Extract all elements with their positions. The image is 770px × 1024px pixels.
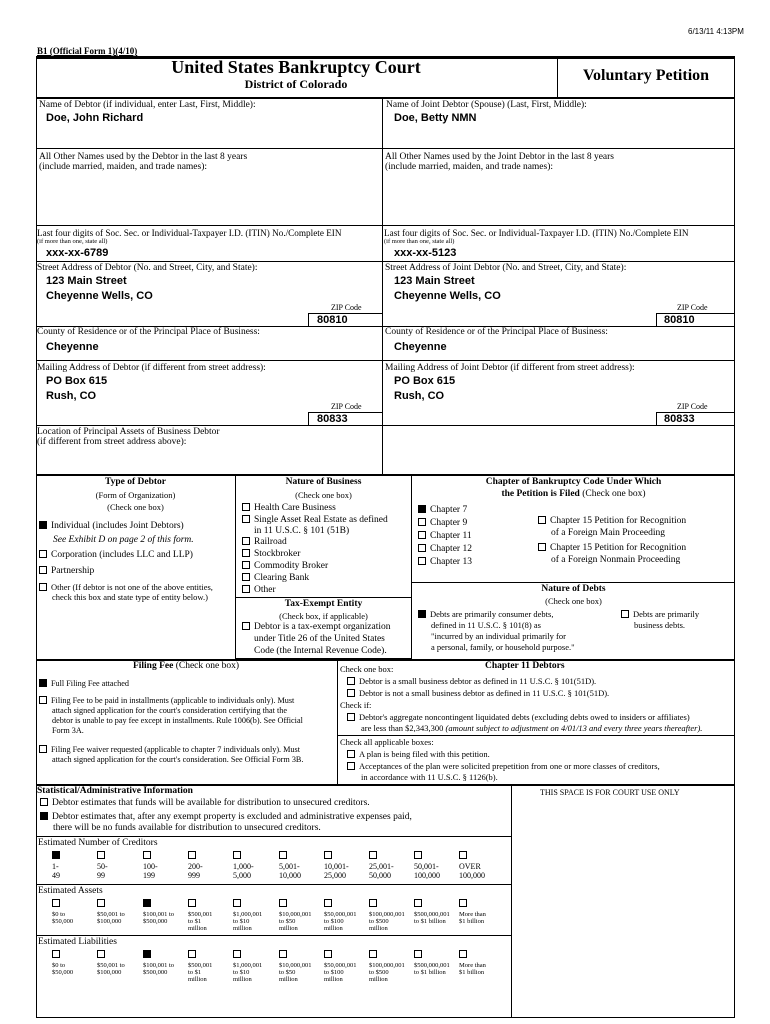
checkbox[interactable]	[39, 745, 47, 753]
liabilities-checkbox-5[interactable]	[279, 950, 287, 958]
form-id: B1 (Official Form 1)(4/10)	[37, 46, 138, 56]
liabilities-range-label: $50,001 to $100,000	[97, 962, 125, 976]
liabilities-range-label: $0 to $50,000	[52, 962, 74, 976]
debtor-ssn-label: Last four digits of Soc. Sec. or Individual-Taxpayer I.D. (ITIN) No./Complete EIN	[37, 228, 342, 238]
creditors-checkbox-2[interactable]	[143, 851, 151, 859]
creditors-range-label: 10,001- 25,000	[324, 862, 349, 880]
ch11-aggregate[interactable]: Debtor's aggregate noncontingent liquidated debts (excluding debts owed to insiders or affiliates)	[347, 712, 690, 723]
creditors-range-label: 1,000- 5,000	[233, 862, 254, 880]
joint-name[interactable]: Doe, Betty NMN	[394, 112, 477, 124]
liabilities-range-label: $1,000,001 to $10 million	[233, 962, 263, 983]
creditors-range-label: 50,001- 100,000	[414, 862, 440, 880]
checkbox-checked[interactable]	[40, 812, 48, 820]
debtor-street-label: Street Address of Debtor (No. and Street, City, and State):	[37, 263, 258, 273]
liabilities-checkbox-6[interactable]	[324, 950, 332, 958]
liabilities-range-label: More than $1 billion	[459, 962, 486, 976]
checkbox[interactable]	[242, 622, 250, 630]
type-of-debtor-sub1: (Form of Organization)	[95, 490, 176, 500]
fee-inst-2: attach signed application for the court's consideration certifying that the	[52, 706, 287, 715]
chapter-15-main[interactable]: Chapter 15 Petition for Recognition	[538, 516, 686, 527]
tax-exempt-title: Tax-Exempt Entity	[284, 599, 363, 609]
assets-checkbox-2[interactable]	[143, 899, 151, 907]
liabilities-checkbox-9[interactable]	[459, 950, 467, 958]
checkbox-checked[interactable]	[418, 505, 426, 513]
checkbox[interactable]	[242, 585, 250, 593]
joint-ssn-label: Last four digits of Soc. Sec. or Individual-Taxpayer I.D. (ITIN) No./Complete EIN	[384, 228, 689, 238]
liabilities-checkbox-3[interactable]	[188, 950, 196, 958]
checkbox[interactable]	[39, 583, 47, 591]
type-other[interactable]: Other (If debtor is not one of the above entities,	[39, 582, 213, 593]
checkbox[interactable]	[621, 610, 629, 618]
petition-type: Voluntary Petition	[582, 67, 710, 84]
assets-checkbox-7[interactable]	[369, 899, 377, 907]
debtor-ssn-note: (if more than one, state all)	[37, 238, 108, 245]
debts-consumer[interactable]: Debts are primarily consumer debts,	[418, 609, 553, 620]
debtor-ssn[interactable]: xxx-xx-6789	[46, 247, 109, 259]
tax-exempt-line3: Code (the Internal Revenue Code).	[254, 646, 387, 656]
type-individual-note: See Exhibit D on page 2 of this form.	[53, 535, 194, 545]
tax-exempt-line2: under Title 26 of the United States	[254, 634, 385, 644]
debtor-zip[interactable]: 80810	[317, 314, 348, 326]
debts-consumer-2: defined in 11 U.S.C. § 101(8) as	[431, 620, 541, 630]
debtor-street-2[interactable]: Cheyenne Wells, CO	[46, 290, 153, 302]
stats-no-funds-2: there will be no funds available for distribution to unsecured creditors.	[53, 823, 321, 833]
joint-county[interactable]: Cheyenne	[394, 341, 447, 353]
checkbox[interactable]	[39, 566, 47, 574]
timestamp: 6/13/11 4:13PM	[688, 27, 744, 36]
debtor-mail-2[interactable]: Rush, CO	[46, 390, 97, 402]
assets-range-label: $0 to $50,000	[52, 911, 74, 925]
creditors-range-label: OVER 100,000	[459, 862, 485, 880]
district: District of Colorado	[244, 77, 348, 91]
joint-zip-label: ZIP Code	[677, 303, 708, 312]
joint-name-label: Name of Joint Debtor (Spouse) (Last, First, Middle):	[386, 100, 587, 110]
liabilities-checkbox-8[interactable]	[414, 950, 422, 958]
court-title: United States Bankruptcy Court	[171, 57, 421, 77]
liabilities-title: Estimated Liabilities	[38, 937, 117, 947]
chapter-13[interactable]: Chapter 13	[418, 557, 472, 568]
assets-checkbox-4[interactable]	[233, 899, 241, 907]
creditors-range-label: 25,001- 50,000	[369, 862, 394, 880]
nature-debts-title: Nature of Debts	[541, 584, 606, 594]
liabilities-range-label: $50,000,001 to $100 million	[324, 962, 357, 983]
chapter-title: Chapter of Bankruptcy Code Under Which	[485, 477, 662, 487]
checkbox[interactable]	[418, 544, 426, 552]
liabilities-checkbox-2[interactable]	[143, 950, 151, 958]
debtor-mailing-label: Mailing Address of Debtor (if different from street address):	[37, 363, 266, 373]
debtor-mail-1[interactable]: PO Box 615	[46, 375, 108, 387]
debtor-mail-zip[interactable]: 80833	[317, 413, 348, 425]
type-corporation[interactable]: Corporation (includes LLC and LLP)	[39, 550, 193, 561]
business-clearing-bank[interactable]: Clearing Bank	[242, 573, 309, 584]
business-stockbroker[interactable]: Stockbroker	[242, 549, 300, 560]
business-other[interactable]: Other	[242, 585, 276, 596]
business-commodity-broker[interactable]: Commodity Broker	[242, 561, 328, 572]
assets-range-label: $100,001 to $500,000	[143, 911, 175, 925]
checkbox-checked[interactable]	[418, 610, 426, 618]
type-individual[interactable]: Individual (includes Joint Debtors)	[39, 521, 184, 532]
checkbox[interactable]	[418, 557, 426, 565]
court-use: THIS SPACE IS FOR COURT USE ONLY	[540, 788, 680, 797]
business-health-care[interactable]: Health Care Business	[242, 503, 336, 514]
checkbox[interactable]	[538, 543, 546, 551]
creditors-range-label: 5,001- 10,000	[279, 862, 301, 880]
type-other-note: check this box and state type of entity below.)	[52, 592, 208, 602]
debtor-zip-label: ZIP Code	[331, 303, 362, 312]
stats-funds[interactable]: Debtor estimates that funds will be available for distribution to unsecured creditors.	[40, 798, 370, 809]
debtor-county[interactable]: Cheyenne	[46, 341, 99, 353]
ch11-aggregate-2: are less than $2,343,300 (amount subject to adjustment on 4/01/13 and every three years thereafter).	[361, 723, 703, 733]
checkbox[interactable]	[242, 549, 250, 557]
fee-waiver-2: attach signed application for the court's consideration. See Official Form 3B.	[52, 755, 304, 764]
debtor-street-1[interactable]: 123 Main Street	[46, 275, 127, 287]
chapter-15-nonmain[interactable]: Chapter 15 Petition for Recognition	[538, 543, 686, 554]
ch11-acceptances-2: in accordance with 11 U.S.C. § 1126(b).	[361, 772, 498, 782]
creditors-checkbox-0[interactable]	[52, 851, 60, 859]
checkbox-checked[interactable]	[39, 521, 47, 529]
assets-title: Estimated Assets	[38, 886, 103, 896]
debts-business[interactable]: Debts are primarily	[621, 609, 699, 620]
fee-installments[interactable]: Filing Fee to be paid in installments (applicable to individuals only). Must	[39, 696, 294, 706]
tax-exempt-sub: (Check box, if applicable)	[279, 611, 368, 621]
assets-checkbox-0[interactable]	[52, 899, 60, 907]
chapter-12[interactable]: Chapter 12	[418, 544, 472, 555]
joint-mail-1[interactable]: PO Box 615	[394, 375, 456, 387]
type-of-debtor-sub2: (Check one box)	[107, 502, 164, 512]
joint-street-2[interactable]: Cheyenne Wells, CO	[394, 290, 501, 302]
creditors-checkbox-1[interactable]	[97, 851, 105, 859]
chapter-15-main-2: of a Foreign Main Proceeding	[551, 528, 665, 538]
assets-range-label: More than $1 billion	[459, 911, 486, 925]
ch11-title: Chapter 11 Debtors	[485, 661, 565, 671]
stats-title: Statistical/Administrative Information	[37, 786, 193, 796]
location-label: Location of Principal Assets of Business Debtor (if different from street address above):	[37, 427, 220, 447]
creditors-range-label: 200- 999	[188, 862, 203, 880]
checkbox[interactable]	[418, 531, 426, 539]
nature-debts-sub: (Check one box)	[545, 596, 602, 606]
assets-range-label: $100,000,001 to $500 million	[369, 911, 405, 932]
debtor-mail-zip-label: ZIP Code	[331, 402, 362, 411]
joint-zip[interactable]: 80810	[664, 314, 695, 326]
debts-consumer-3: "incurred by an individual primarily for	[431, 631, 566, 641]
checkbox[interactable]	[347, 677, 355, 685]
fee-inst-3: debtor is unable to pay fee except in installments. Rule 1006(b). See Official	[52, 716, 303, 725]
liabilities-range-label: $500,001 to $1 million	[188, 962, 213, 983]
liabilities-range-label: $500,000,001 to $1 billion	[414, 962, 450, 976]
joint-street-label: Street Address of Joint Debtor (No. and Street, City, and State):	[385, 263, 627, 273]
liabilities-checkbox-4[interactable]	[233, 950, 241, 958]
assets-range-label: $10,000,001 to $50 million	[279, 911, 312, 932]
chapter-title-2: the Petition is Filed (Check one box)	[501, 489, 646, 499]
debts-consumer-4: a personal, family, or household purpose."	[431, 642, 575, 652]
liabilities-range-label: $10,000,001 to $50 million	[279, 962, 312, 983]
checkbox[interactable]	[40, 798, 48, 806]
joint-mail-zip-label: ZIP Code	[677, 402, 708, 411]
checkbox[interactable]	[39, 696, 47, 704]
joint-mail-2[interactable]: Rush, CO	[394, 390, 445, 402]
checkbox[interactable]	[418, 518, 426, 526]
fee-inst-4: Form 3A.	[52, 726, 84, 735]
liabilities-range-label: $100,000,001 to $500 million	[369, 962, 405, 983]
checkbox[interactable]	[347, 713, 355, 721]
chapter-15-nonmain-2: of a Foreign Nonmain Proceeding	[551, 555, 681, 565]
liabilities-checkbox-0[interactable]	[52, 950, 60, 958]
checkbox[interactable]	[242, 537, 250, 545]
assets-checkbox-5[interactable]	[279, 899, 287, 907]
liabilities-checkbox-1[interactable]	[97, 950, 105, 958]
checkbox[interactable]	[242, 515, 250, 523]
assets-checkbox-6[interactable]	[324, 899, 332, 907]
assets-checkbox-3[interactable]	[188, 899, 196, 907]
creditors-range-label: 50- 99	[97, 862, 108, 880]
assets-range-label: $500,001 to $1 million	[188, 911, 213, 932]
debtor-name-label: Name of Debtor (if individual, enter Last, First, Middle):	[39, 100, 256, 110]
checkbox[interactable]	[538, 516, 546, 524]
ch11-not-small[interactable]: Debtor is not a small business debtor as defined in 11 U.S.C. § 101(51D).	[347, 688, 609, 699]
joint-ssn-note: (if more than one, state all)	[384, 238, 455, 245]
ch11-check-one: Check one box:	[340, 664, 394, 674]
joint-mail-zip[interactable]: 80833	[664, 413, 695, 425]
joint-other-names-label: All Other Names used by the Joint Debtor in the last 8 years (include married, maiden, and trade names):	[385, 152, 615, 172]
type-of-debtor-title: Type of Debtor	[104, 477, 167, 487]
assets-checkbox-1[interactable]	[97, 899, 105, 907]
joint-street-1[interactable]: 123 Main Street	[394, 275, 475, 287]
business-single-asset-ref: in 11 U.S.C. § 101 (51B)	[254, 526, 350, 536]
stats-no-funds[interactable]: Debtor estimates that, after any exempt property is excluded and administrative expenses paid,	[40, 812, 412, 823]
fee-waiver[interactable]: Filing Fee waiver requested (applicable to chapter 7 individuals only). Must	[39, 745, 300, 755]
filing-fee-title: Filing Fee (Check one box)	[132, 661, 240, 671]
assets-range-label: $1,000,001 to $10 million	[233, 911, 263, 932]
liabilities-range-label: $100,001 to $500,000	[143, 962, 175, 976]
joint-mailing-label: Mailing Address of Joint Debtor (if different from street address):	[385, 363, 635, 373]
assets-range-label: $50,001 to $100,000	[97, 911, 125, 925]
liabilities-checkbox-7[interactable]	[369, 950, 377, 958]
creditors-title: Estimated Number of Creditors	[38, 838, 158, 848]
ch11-small[interactable]: Debtor is a small business debtor as defined in 11 U.S.C. § 101(51D).	[347, 676, 596, 687]
chapter-9[interactable]: Chapter 9	[418, 518, 467, 529]
assets-range-label: $50,000,001 to $100 million	[324, 911, 357, 932]
creditors-checkbox-6[interactable]	[324, 851, 332, 859]
checkbox[interactable]	[242, 503, 250, 511]
business-single-asset[interactable]: Single Asset Real Estate as defined	[242, 515, 388, 526]
ch11-acceptances[interactable]: Acceptances of the plan were solicited prepetition from one or more classes of creditors,	[347, 761, 660, 772]
checkbox[interactable]	[39, 550, 47, 558]
ch11-plan[interactable]: A plan is being filed with this petition.	[347, 749, 490, 760]
debts-business-2: business debts.	[634, 620, 685, 630]
checkbox[interactable]	[242, 561, 250, 569]
ch11-check-all: Check all applicable boxes:	[340, 737, 434, 747]
creditors-checkbox-5[interactable]	[279, 851, 287, 859]
debtor-other-names-label: All Other Names used by the Debtor in the last 8 years (include married, maiden, and trade names):	[39, 152, 248, 172]
checkbox[interactable]	[347, 762, 355, 770]
joint-county-label: County of Residence or of the Principal Place of Business:	[385, 327, 608, 337]
creditors-checkbox-7[interactable]	[369, 851, 377, 859]
tax-exempt-check[interactable]: Debtor is a tax-exempt organization	[242, 622, 390, 633]
fee-full[interactable]: Full Filing Fee attached	[39, 678, 129, 689]
business-railroad[interactable]: Railroad	[242, 537, 287, 548]
creditors-checkbox-4[interactable]	[233, 851, 241, 859]
debtor-name[interactable]: Doe, John Richard	[46, 112, 144, 124]
type-partnership[interactable]: Partnership	[39, 566, 94, 577]
assets-checkbox-8[interactable]	[414, 899, 422, 907]
chapter-7[interactable]: Chapter 7	[418, 505, 467, 516]
debtor-county-label: County of Residence or of the Principal Place of Business:	[37, 327, 260, 337]
assets-range-label: $500,000,001 to $1 billion	[414, 911, 450, 925]
checkbox[interactable]	[347, 689, 355, 697]
nature-business-sub: (Check one box)	[295, 490, 352, 500]
joint-ssn[interactable]: xxx-xx-5123	[394, 247, 457, 259]
creditors-checkbox-3[interactable]	[188, 851, 196, 859]
assets-checkbox-9[interactable]	[459, 899, 467, 907]
creditors-checkbox-8[interactable]	[414, 851, 422, 859]
checkbox[interactable]	[347, 750, 355, 758]
checkbox-checked[interactable]	[39, 679, 47, 687]
creditors-range-label: 100- 199	[143, 862, 158, 880]
creditors-range-label: 1- 49	[52, 862, 60, 880]
nature-business-title: Nature of Business	[285, 477, 362, 487]
ch11-check-if: Check if:	[340, 700, 372, 710]
chapter-11[interactable]: Chapter 11	[418, 531, 472, 542]
checkbox[interactable]	[242, 573, 250, 581]
creditors-checkbox-9[interactable]	[459, 851, 467, 859]
